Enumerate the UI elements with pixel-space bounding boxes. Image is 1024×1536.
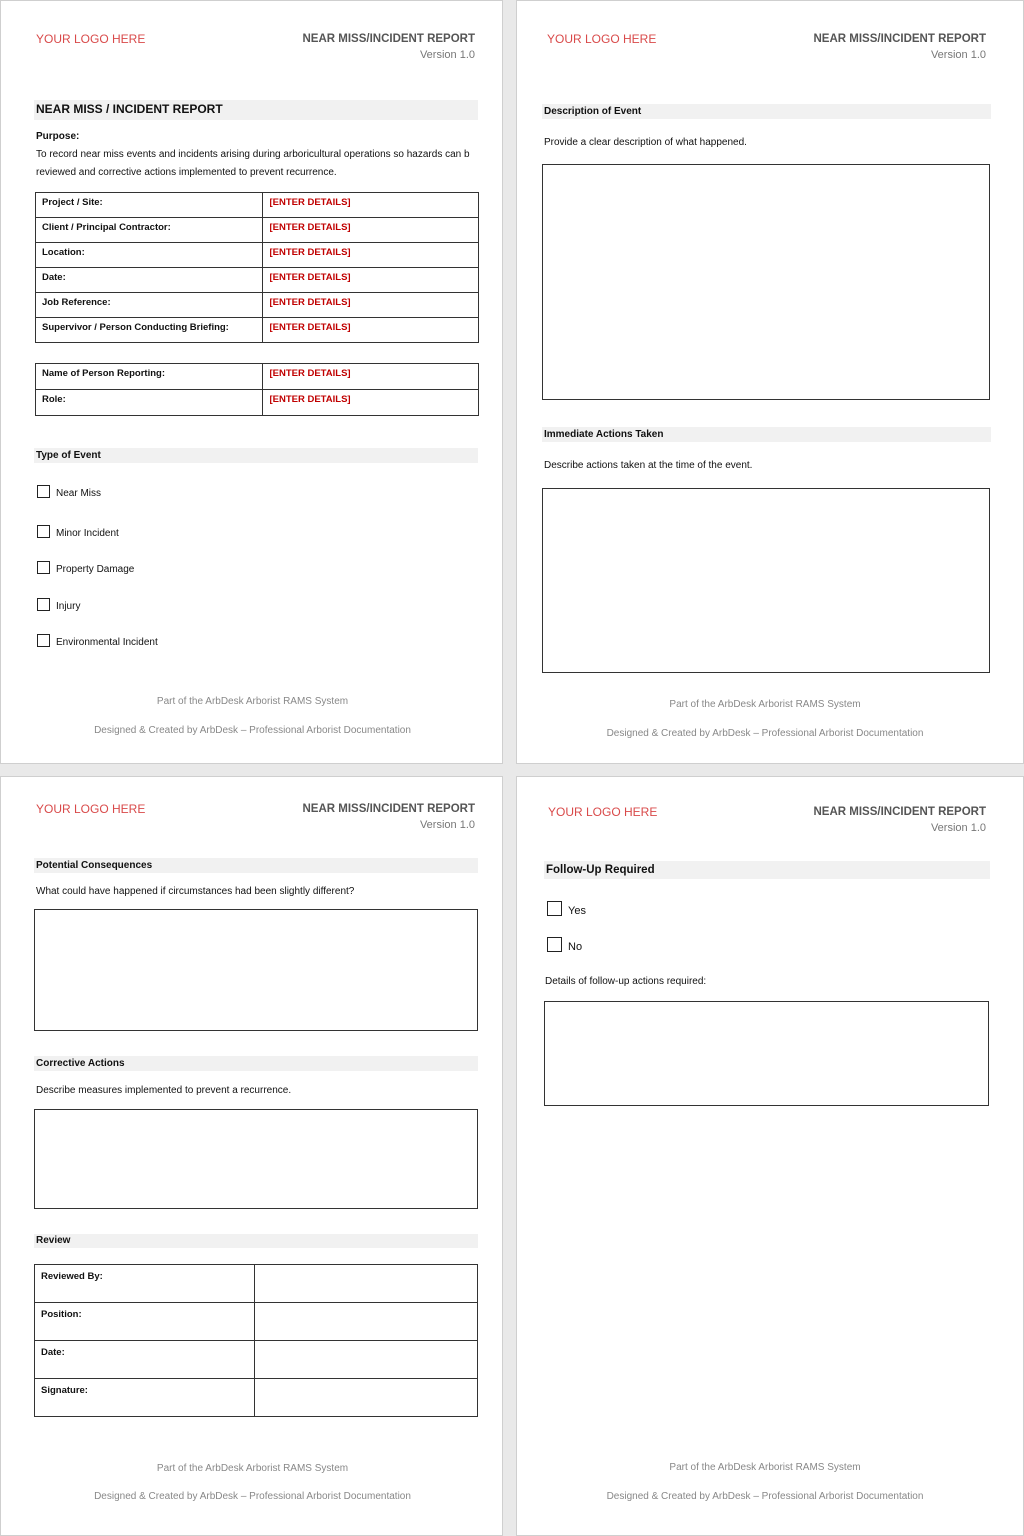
field-label: Role: [36,390,263,416]
checkbox[interactable] [37,634,50,647]
description-textarea[interactable] [542,164,990,400]
footer-line2: Designed & Created by ArbDesk – Professional Arborist Documentation [606,728,924,739]
reporter-table [35,363,479,416]
checkbox[interactable] [37,598,50,611]
consequences-heading: Potential Consequences [34,858,478,873]
corrective-actions-heading: Corrective Actions [34,1056,478,1071]
version-label: Version 1.0 [419,49,475,61]
purpose-text-line2: reviewed and corrective actions implemented to prevent recurrence. [36,167,337,178]
checkbox[interactable] [37,561,50,574]
logo-placeholder: YOUR LOGO HERE [36,32,146,46]
field-label: Project / Site: [36,193,263,218]
field-label: Job Reference: [36,293,263,318]
table-row [36,293,479,318]
checkbox[interactable] [37,525,50,538]
followup-details-prompt: Details of follow-up actions required: [545,976,707,987]
table-row [36,268,479,293]
field-value[interactable]: [ENTER DETAILS] [263,318,479,343]
event-type-option[interactable] [37,561,134,574]
footer-line1: Part of the ArbDesk Arborist RAMS System [156,696,349,707]
logo-placeholder: YOUR LOGO HERE [547,32,657,46]
page-4 [516,776,1024,1536]
logo-placeholder: YOUR LOGO HERE [36,802,146,816]
footer-line2: Designed & Created by ArbDesk – Professional Arborist Documentation [94,725,411,736]
footer-line2: Designed & Created by ArbDesk – Professional Arborist Documentation [606,1491,924,1502]
field-value[interactable]: [ENTER DETAILS] [263,268,479,293]
option-label: Property Damage [56,564,135,575]
footer-line1: Part of the ArbDesk Arborist RAMS System [156,1463,349,1474]
table-row [36,364,479,390]
version-label: Version 1.0 [930,49,986,61]
table-row [36,243,479,268]
followup-heading: Follow-Up Required [544,861,990,879]
consequences-prompt: What could have happened if circumstances had been slightly different? [36,886,355,897]
footer-line1: Part of the ArbDesk Arborist RAMS System [669,699,861,710]
option-label: Minor Incident [56,528,119,539]
table-row [35,1265,478,1303]
table-row [35,1303,478,1341]
consequences-textarea[interactable] [34,909,478,1031]
table-row [35,1341,478,1379]
event-type-option[interactable] [37,598,80,611]
immediate-actions-heading: Immediate Actions Taken [542,427,991,442]
field-label: Name of Person Reporting: [36,364,263,390]
table-row [36,390,479,416]
version-label: Version 1.0 [419,819,475,831]
description-heading: Description of Event [542,104,991,119]
review-label: Reviewed By: [35,1265,255,1303]
field-label: Date: [36,268,263,293]
field-label: Supervivor / Person Conducting Briefing: [36,318,263,343]
event-type-option[interactable] [37,525,119,538]
field-value[interactable]: [ENTER DETAILS] [263,193,479,218]
followup-option-yes[interactable] [547,901,586,916]
followup-option-no[interactable] [547,937,582,952]
page-2 [516,0,1024,764]
checkbox[interactable] [37,485,50,498]
field-value[interactable]: [ENTER DETAILS] [263,364,479,390]
option-label: Yes [568,904,586,917]
option-label: No [568,940,583,953]
field-value[interactable]: [ENTER DETAILS] [263,390,479,416]
page-1 [0,0,503,764]
immediate-actions-textarea[interactable] [542,488,990,673]
field-label: Client / Principal Contractor: [36,218,263,243]
immediate-actions-prompt: Describe actions taken at the time of the event. [544,460,753,471]
review-heading: Review [34,1234,478,1248]
review-label: Date: [35,1341,255,1379]
review-input[interactable] [254,1265,477,1303]
purpose-text-line1: To record near miss events and incidents arising during arboricultural operations so hazards can b [36,149,470,160]
table-row [36,218,479,243]
review-input[interactable] [254,1341,477,1379]
report-title: NEAR MISS/INCIDENT REPORT [302,803,475,815]
corrective-actions-textarea[interactable] [34,1109,478,1209]
event-type-option[interactable] [37,485,101,498]
table-row [36,318,479,343]
report-title: NEAR MISS/INCIDENT REPORT [813,33,986,45]
followup-details-textarea[interactable] [544,1001,989,1106]
review-input[interactable] [254,1303,477,1341]
field-value[interactable]: [ENTER DETAILS] [263,243,479,268]
field-value[interactable]: [ENTER DETAILS] [263,218,479,243]
checkbox[interactable] [547,901,562,916]
review-input[interactable] [254,1379,477,1417]
table-row [36,193,479,218]
option-label: Environmental Incident [56,637,158,648]
report-title: NEAR MISS/INCIDENT REPORT [302,33,475,45]
corrective-actions-prompt: Describe measures implemented to prevent a recurrence. [36,1085,292,1096]
project-details-table [35,192,479,343]
footer-line2: Designed & Created by ArbDesk – Professional Arborist Documentation [94,1491,411,1502]
version-label: Version 1.0 [930,822,986,834]
table-row [35,1379,478,1417]
event-type-heading: Type of Event [34,448,478,463]
checkbox[interactable] [547,937,562,952]
description-prompt: Provide a clear description of what happened. [544,137,747,148]
page-3 [0,776,503,1536]
report-title: NEAR MISS/INCIDENT REPORT [813,806,986,818]
doc-title: NEAR MISS / INCIDENT REPORT [34,100,478,120]
review-label: Position: [35,1303,255,1341]
review-label: Signature: [35,1379,255,1417]
purpose-label: Purpose: [36,131,80,142]
field-value[interactable]: [ENTER DETAILS] [263,293,479,318]
event-type-option[interactable] [37,634,158,647]
logo-placeholder: YOUR LOGO HERE [548,805,658,819]
option-label: Near Miss [56,488,102,499]
footer-line1: Part of the ArbDesk Arborist RAMS System [669,1462,861,1473]
option-label: Injury [56,601,81,612]
field-label: Location: [36,243,263,268]
review-table [34,1264,478,1417]
